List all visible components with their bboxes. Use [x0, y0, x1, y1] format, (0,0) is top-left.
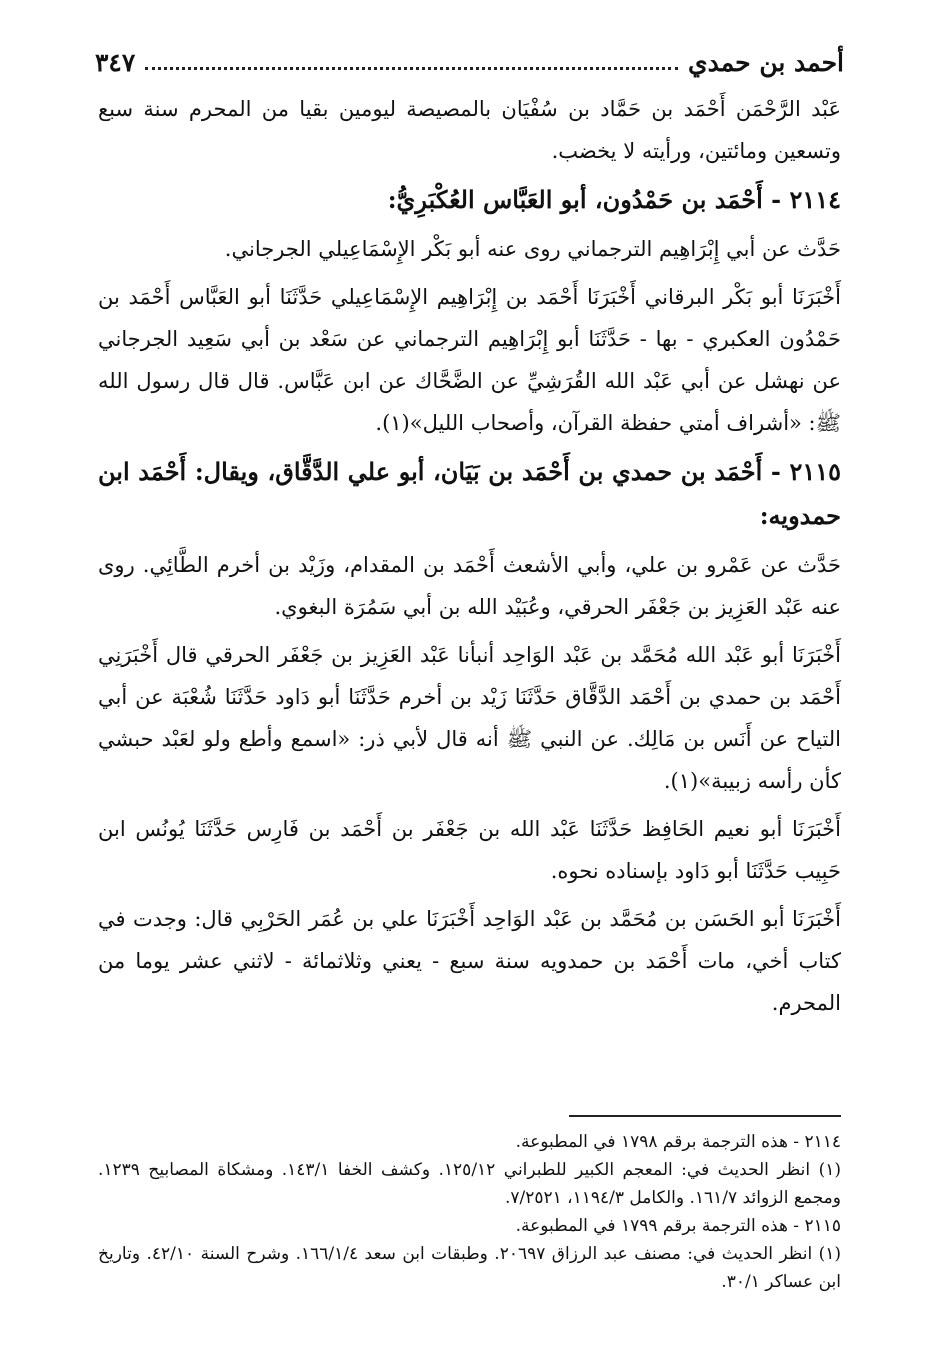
running-title: أحمد بن حمدي	[688, 47, 844, 77]
entry-2114	[98, 178, 841, 444]
page-header	[95, 42, 844, 82]
entry-paragraph: أَخْبَرَنَا أبو بَكْر البرقاني أَخْبَرَنَا أَحْمَد بن إِبْرَاهِيم الإِسْمَاعِيلي حَدَّثَنَا أبو العَبَّاس أَحْمَد بن حَمْدُون العكبري - بها - حَدَّثَنَا أبو إِبْرَاهِيم الترجماني عن سَعْد بن أبي سَعِيد الجرجاني عن نهشل عن أبي عَبْد الله القُرَشِيِّ عن الضَّحَّاك عن ابن عَبَّاس. قال قال رسول الله ﷺ: «أشراف أمتي حفظة القرآن، وأصحاب الليل»(١).	[98, 285, 841, 435]
entry-paragraph: أَخْبَرَنَا أبو نعيم الحَافِظ حَدَّثَنَا عَبْد الله بن جَعْفَر بن أَحْمَد بن فَارِس حَدَّثَنَا يُونُس ابن حَبِيب حَدَّثَنَا أبو دَاود بإسناده نحوه.	[98, 817, 841, 883]
page-number: ٣٤٧	[95, 47, 136, 77]
footnote: (١) انظر الحديث في: المعجم الكبير للطبراني ١٢٥/١٢. وكشف الخفا ١٤٣/١. ومشكاة المصابيح ١٢٣٩. ومجمع الزوائد ١٦١/٧. والكامل ١١٩٤/٣، ٧/٢٥٢١.	[98, 1160, 841, 1208]
footnote: (١) انظر الحديث في: مصنف عبد الرزاق ٢٠٦٩٧. وطبقات ابن سعد ١٦٦/١/٤. وشرح السنة ٤٢/١٠. وتاريخ ابن عساكر ٣٠/١.	[98, 1244, 842, 1292]
entry-2115	[98, 450, 841, 1024]
header-dot-leader	[145, 67, 678, 70]
entry-title: ٢١١٤ - أَحْمَد بن حَمْدُون، أبو العَبَّاس العُكْبَرِيُّ:	[387, 185, 841, 214]
footnote: ٢١١٤ - هذه الترجمة برقم ١٧٩٨ في المطبوعة.	[515, 1132, 841, 1152]
entry-paragraph: أَخْبَرَنَا أبو الحَسَن بن مُحَمَّد بن عَبْد الوَاحِد أَخْبَرَنَا علي بن عُمَر الحَرْبِي قال: وجدت في كتاب أخي، مات أَحْمَد بن حمدويه سنة سبع - يعني وثلاثمائة - لاثني عشر يوما من المحرم.	[98, 907, 841, 1015]
intro-paragraph: عَبْد الرَّحْمَن أَحْمَد بن حَمَّاد بن سُفْيَان بالمصيصة ليومين بقيا من المحرم سنة سبع وتسعين ومائتين، ورأيته لا يخضب.	[98, 97, 841, 163]
footnotes	[98, 1128, 841, 1296]
entry-paragraph: أَخْبَرَنَا أبو عَبْد الله مُحَمَّد بن عَبْد الوَاحِد أنبأنا عَبْد العَزِيز بن جَعْفَر الحرقي قال أَخْبَرَنِي أَحْمَد بن حمدي بن أَحْمَد الدَّقَّاق حَدَّثَنَا زَيْد بن أخرم حَدَّثَنَا أبو دَاود حَدَّثَنَا شُعْبَة عن أبي التياح عن أَنَس بن مَالِك. عن النبي ﷺ أنه قال لأبي ذر: «اسمع وأطع ولو لعَبْد حبشي كأن رأسه زبيبة»(١).	[98, 643, 841, 793]
entry-paragraph: حَدَّث عن عَمْرو بن علي، وأبي الأشعث أَحْمَد بن المقدام، وزَيْد بن أخرم الطَّائِي. روى عنه عَبْد العَزِيز بن جَعْفَر الحرقي، وعُبَيْد الله بن أبي سَمُرَة البغوي.	[98, 553, 841, 619]
entry-title: ٢١١٥ - أَحْمَد بن حمدي بن أَحْمَد بن بَيَان، أبو علي الدَّقَّاق، ويقال: أَحْمَد ابن حمدويه:	[98, 457, 841, 530]
main-text	[98, 88, 841, 1030]
footnote-separator	[569, 1115, 841, 1117]
footnote: ٢١١٥ - هذه الترجمة برقم ١٧٩٩ في المطبوعة.	[515, 1216, 841, 1236]
entry-paragraph: حَدَّث عن أبي إِبْرَاهِيم الترجماني روى عنه أبو بَكْر الإِسْمَاعِيلي الجرجاني.	[224, 237, 841, 261]
